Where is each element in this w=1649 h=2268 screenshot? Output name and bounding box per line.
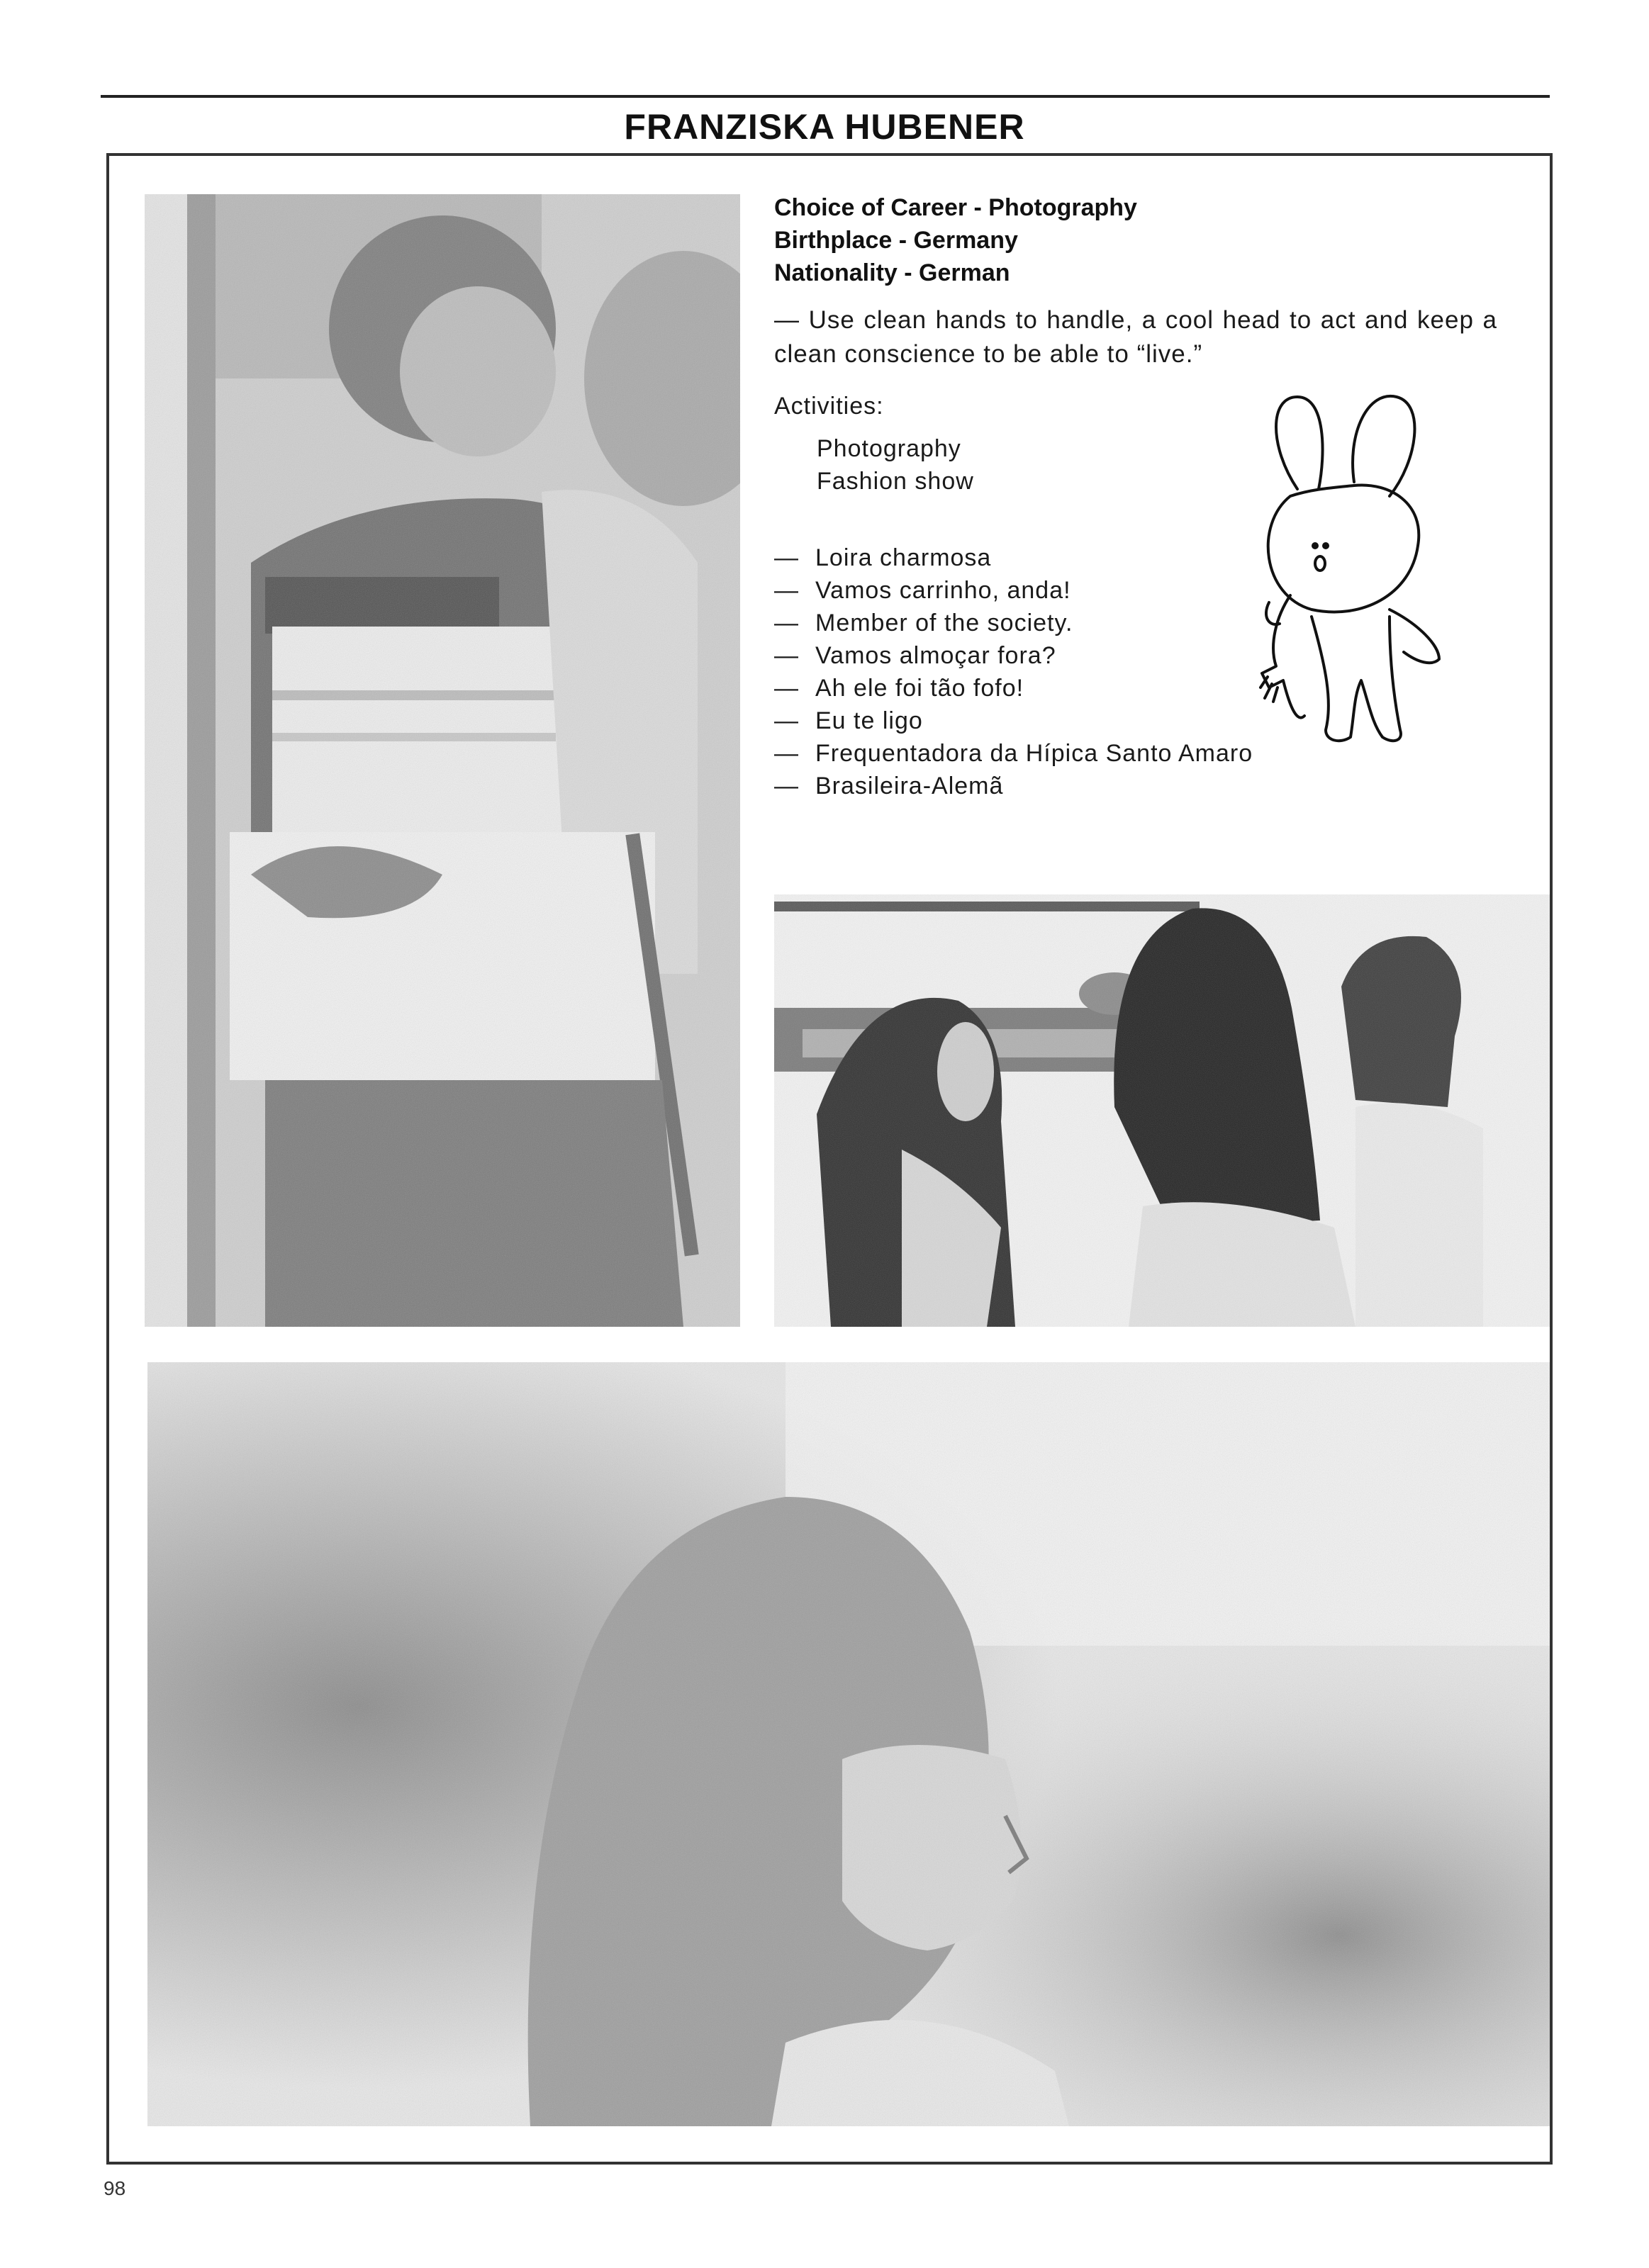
quote-dash: — <box>774 544 799 571</box>
top-rule <box>101 95 1550 98</box>
birthplace-line: Birthplace - Germany <box>774 227 1018 254</box>
portrait-photo <box>147 1362 1550 2126</box>
quote-text: Vamos almoçar fora? <box>815 642 1056 669</box>
quote-dash: — <box>774 773 799 799</box>
quote-dash: — <box>774 577 799 604</box>
quote-text: Eu te ligo <box>815 707 923 734</box>
nationality-line: Nationality - German <box>774 259 1010 286</box>
quote-dash: — <box>774 642 799 669</box>
student-photo-left <box>145 194 740 1327</box>
activities-heading: Activities: <box>774 393 884 420</box>
quote-text: Ah ele foi tão fofo! <box>815 675 1024 702</box>
activity-item: Photography <box>817 435 961 462</box>
quote-dash: — <box>774 740 799 767</box>
page-title: FRANZISKA HUBENER <box>624 107 1025 147</box>
quote-text: Loira charmosa <box>815 544 992 571</box>
career-line: Choice of Career - Photography <box>774 194 1137 221</box>
group-photo <box>774 894 1550 1327</box>
quote-text: Frequentadora da Hípica Santo Amaro <box>815 740 1253 767</box>
page-number: 98 <box>104 2177 126 2199</box>
bunny-illustration <box>1248 383 1453 765</box>
quote-dash: — <box>774 707 799 734</box>
motto: — Use clean hands to handle, a cool head to act and keep a clean conscience to be able to “live.” <box>774 306 1497 368</box>
quote-text: Member of the society. <box>815 610 1073 636</box>
quote-dash: — <box>774 675 799 702</box>
career-details <box>774 191 1497 289</box>
quote-item <box>774 770 1497 802</box>
quote-text: Vamos carrinho, anda! <box>815 577 1071 604</box>
activity-item: Fashion show <box>817 468 974 495</box>
quote-text: Brasileira-Alemã <box>815 773 1004 799</box>
quote-dash: — <box>774 610 799 636</box>
